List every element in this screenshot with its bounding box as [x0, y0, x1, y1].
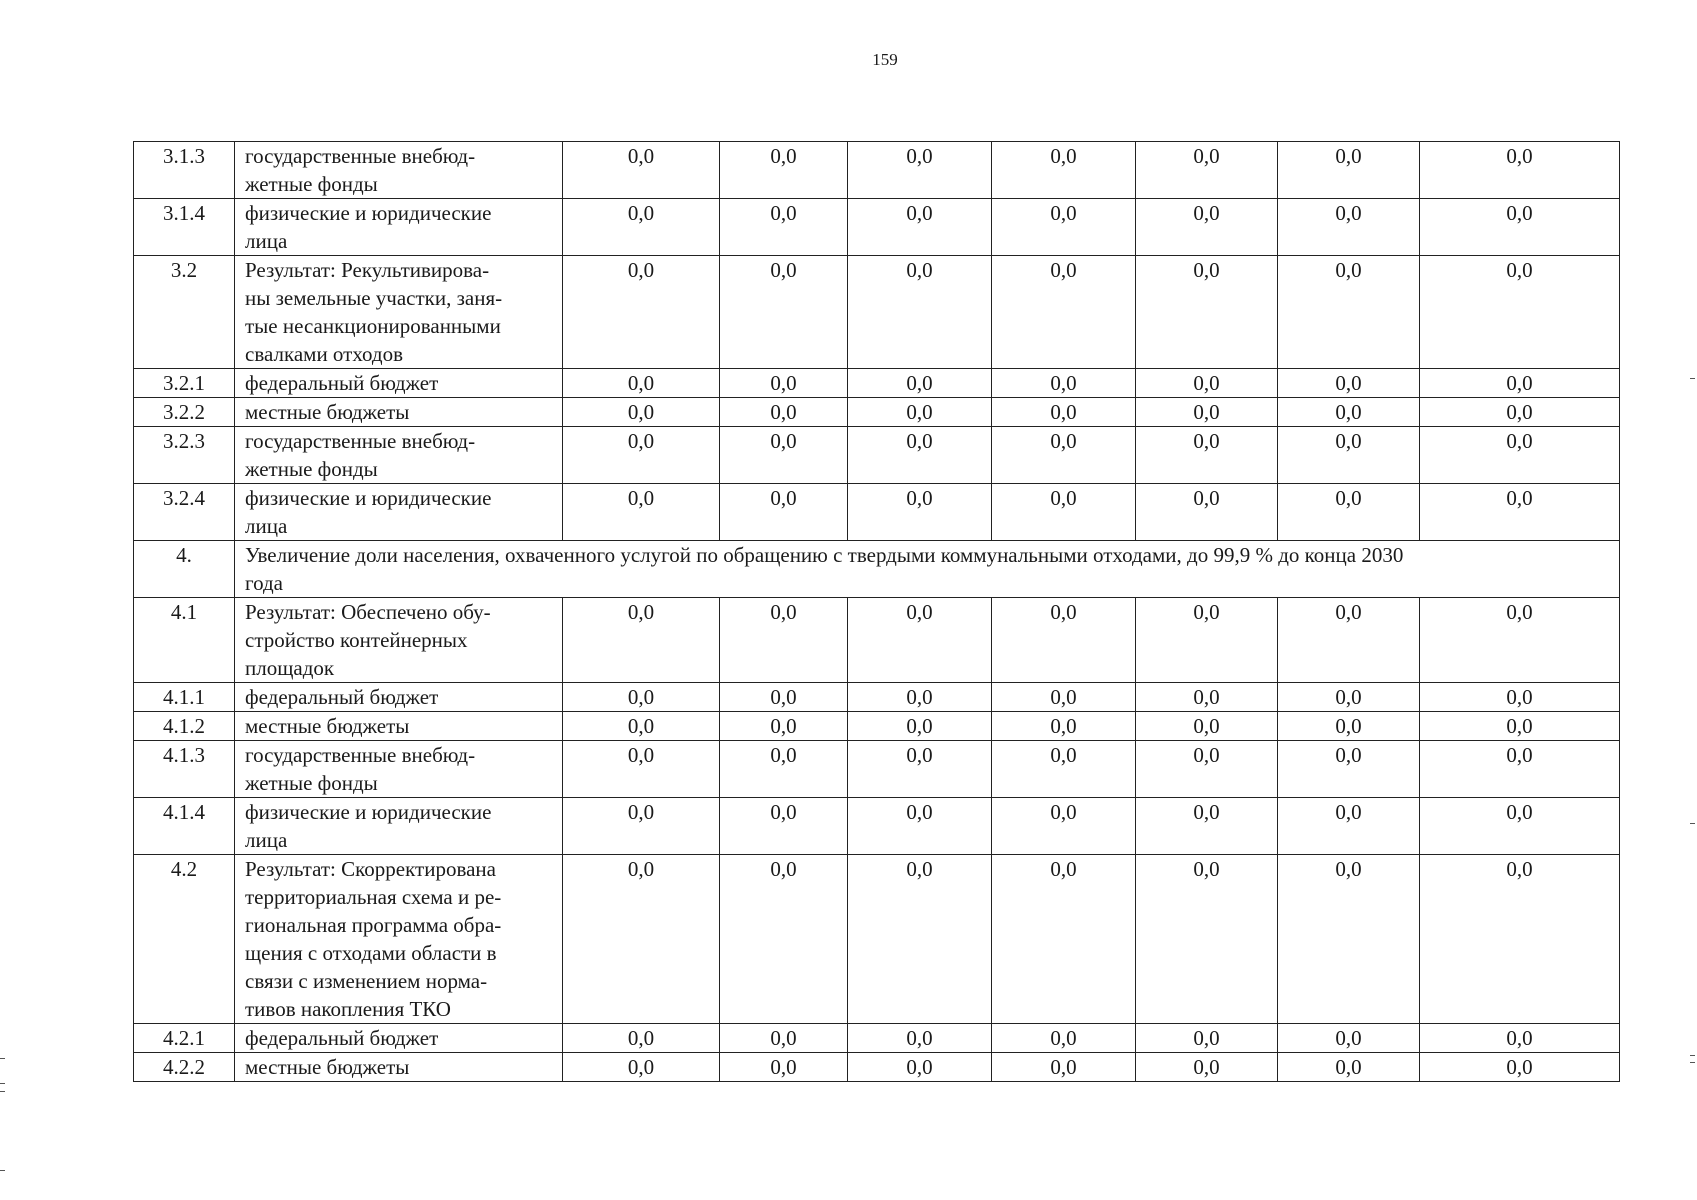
row-name: государственные внебюд- жетные фонды	[235, 741, 563, 798]
value-cell: 0,0	[1136, 427, 1278, 484]
value-cell: 0,0	[720, 398, 848, 427]
value-cell: 0,0	[848, 369, 992, 398]
row-name: местные бюджеты	[235, 1053, 563, 1082]
row-name: федеральный бюджет	[235, 683, 563, 712]
value-cell: 0,0	[1420, 427, 1620, 484]
row-number: 3.1.3	[134, 142, 235, 199]
value-cell: 0,0	[1420, 199, 1620, 256]
table-row	[134, 712, 1620, 741]
row-number: 4.1.3	[134, 741, 235, 798]
row-name: Результат: Скорректирована территориальная схема и ре- гиональная программа обра- щения с отходами области в связи с изменением норма- тивов накопления ТКО	[235, 855, 563, 1024]
value-cell: 0,0	[1278, 256, 1420, 369]
value-cell: 0,0	[1136, 1053, 1278, 1082]
value-cell: 0,0	[720, 712, 848, 741]
row-name: федеральный бюджет	[235, 369, 563, 398]
value-cell: 0,0	[1420, 484, 1620, 541]
scan-mark	[0, 1083, 5, 1084]
table-row	[134, 142, 1620, 199]
value-cell: 0,0	[992, 398, 1136, 427]
value-cell: 0,0	[563, 199, 720, 256]
scan-mark	[0, 1170, 5, 1171]
value-cell: 0,0	[1420, 855, 1620, 1024]
value-cell: 0,0	[992, 142, 1136, 199]
value-cell: 0,0	[1278, 741, 1420, 798]
row-number: 4.	[134, 541, 235, 598]
row-name: местные бюджеты	[235, 712, 563, 741]
value-cell: 0,0	[1278, 484, 1420, 541]
value-cell: 0,0	[1136, 798, 1278, 855]
budget-table	[133, 141, 1620, 1082]
value-cell: 0,0	[1136, 199, 1278, 256]
row-name: физические и юридические лица	[235, 199, 563, 256]
value-cell: 0,0	[563, 398, 720, 427]
table-row	[134, 1024, 1620, 1053]
value-cell: 0,0	[563, 741, 720, 798]
value-cell: 0,0	[563, 683, 720, 712]
value-cell: 0,0	[848, 683, 992, 712]
value-cell: 0,0	[992, 598, 1136, 683]
value-cell: 0,0	[1278, 398, 1420, 427]
value-cell: 0,0	[992, 798, 1136, 855]
value-cell: 0,0	[848, 855, 992, 1024]
row-number: 4.1	[134, 598, 235, 683]
value-cell: 0,0	[1278, 1053, 1420, 1082]
table-row	[134, 798, 1620, 855]
value-cell: 0,0	[1278, 598, 1420, 683]
value-cell: 0,0	[563, 256, 720, 369]
section-title: Увеличение доли населения, охваченного услугой по обращению с твердыми коммунальными отходами, до 99,9 % до конца 2030 года	[235, 541, 1620, 598]
value-cell: 0,0	[848, 798, 992, 855]
value-cell: 0,0	[1136, 398, 1278, 427]
value-cell: 0,0	[563, 369, 720, 398]
table-row	[134, 427, 1620, 484]
value-cell: 0,0	[1136, 142, 1278, 199]
value-cell: 0,0	[992, 256, 1136, 369]
row-name: физические и юридические лица	[235, 798, 563, 855]
row-number: 3.2.3	[134, 427, 235, 484]
value-cell: 0,0	[1278, 798, 1420, 855]
table-row	[134, 741, 1620, 798]
scan-mark	[1690, 823, 1695, 824]
row-number: 3.2.2	[134, 398, 235, 427]
row-number: 4.2	[134, 855, 235, 1024]
value-cell: 0,0	[848, 199, 992, 256]
value-cell: 0,0	[1278, 712, 1420, 741]
table-row	[134, 1053, 1620, 1082]
value-cell: 0,0	[1278, 199, 1420, 256]
table-row	[134, 199, 1620, 256]
value-cell: 0,0	[992, 855, 1136, 1024]
value-cell: 0,0	[1420, 741, 1620, 798]
row-name: физические и юридические лица	[235, 484, 563, 541]
value-cell: 0,0	[720, 741, 848, 798]
value-cell: 0,0	[720, 683, 848, 712]
table-row	[134, 398, 1620, 427]
value-cell: 0,0	[563, 484, 720, 541]
value-cell: 0,0	[1420, 1053, 1620, 1082]
scan-mark	[1690, 1055, 1695, 1056]
row-number: 4.1.4	[134, 798, 235, 855]
row-number: 3.2.1	[134, 369, 235, 398]
value-cell: 0,0	[1278, 855, 1420, 1024]
row-number: 4.1.2	[134, 712, 235, 741]
value-cell: 0,0	[720, 256, 848, 369]
value-cell: 0,0	[1420, 598, 1620, 683]
value-cell: 0,0	[992, 1024, 1136, 1053]
value-cell: 0,0	[720, 855, 848, 1024]
value-cell: 0,0	[1278, 369, 1420, 398]
scan-mark	[1690, 1062, 1695, 1063]
value-cell: 0,0	[1420, 1024, 1620, 1053]
value-cell: 0,0	[1136, 484, 1278, 541]
row-number: 4.2.1	[134, 1024, 235, 1053]
value-cell: 0,0	[563, 427, 720, 484]
value-cell: 0,0	[1136, 598, 1278, 683]
value-cell: 0,0	[992, 1053, 1136, 1082]
value-cell: 0,0	[1420, 798, 1620, 855]
value-cell: 0,0	[848, 741, 992, 798]
row-number: 4.1.1	[134, 683, 235, 712]
table-row	[134, 369, 1620, 398]
scan-mark	[0, 1091, 5, 1092]
value-cell: 0,0	[1420, 683, 1620, 712]
value-cell: 0,0	[992, 712, 1136, 741]
value-cell: 0,0	[848, 398, 992, 427]
value-cell: 0,0	[720, 798, 848, 855]
value-cell: 0,0	[1420, 712, 1620, 741]
value-cell: 0,0	[563, 1053, 720, 1082]
value-cell: 0,0	[848, 598, 992, 683]
table-row	[134, 855, 1620, 1024]
value-cell: 0,0	[1136, 256, 1278, 369]
value-cell: 0,0	[720, 598, 848, 683]
value-cell: 0,0	[848, 427, 992, 484]
value-cell: 0,0	[848, 142, 992, 199]
scan-mark	[1690, 378, 1695, 379]
value-cell: 0,0	[563, 712, 720, 741]
value-cell: 0,0	[848, 256, 992, 369]
row-name: государственные внебюд- жетные фонды	[235, 142, 563, 199]
value-cell: 0,0	[1420, 369, 1620, 398]
table-row	[134, 256, 1620, 369]
value-cell: 0,0	[720, 199, 848, 256]
value-cell: 0,0	[992, 484, 1136, 541]
row-number: 3.2.4	[134, 484, 235, 541]
value-cell: 0,0	[1136, 855, 1278, 1024]
value-cell: 0,0	[1278, 427, 1420, 484]
row-name: Результат: Рекультивирова- ны земельные участки, заня- тые несанкционированными свалками отходов	[235, 256, 563, 369]
value-cell: 0,0	[563, 1024, 720, 1053]
value-cell: 0,0	[1278, 1024, 1420, 1053]
value-cell: 0,0	[1136, 712, 1278, 741]
value-cell: 0,0	[992, 427, 1136, 484]
value-cell: 0,0	[992, 199, 1136, 256]
value-cell: 0,0	[720, 1053, 848, 1082]
row-number: 4.2.2	[134, 1053, 235, 1082]
table-row	[134, 598, 1620, 683]
row-name: государственные внебюд- жетные фонды	[235, 427, 563, 484]
value-cell: 0,0	[1136, 1024, 1278, 1053]
value-cell: 0,0	[563, 798, 720, 855]
table-row	[134, 541, 1620, 598]
row-name: федеральный бюджет	[235, 1024, 563, 1053]
table-body	[134, 142, 1620, 1082]
value-cell: 0,0	[720, 369, 848, 398]
value-cell: 0,0	[848, 712, 992, 741]
value-cell: 0,0	[848, 484, 992, 541]
value-cell: 0,0	[1278, 683, 1420, 712]
row-number: 3.2	[134, 256, 235, 369]
value-cell: 0,0	[1278, 142, 1420, 199]
value-cell: 0,0	[992, 683, 1136, 712]
value-cell: 0,0	[1420, 256, 1620, 369]
value-cell: 0,0	[848, 1053, 992, 1082]
row-name: Результат: Обеспечено обу- стройство контейнерных площадок	[235, 598, 563, 683]
value-cell: 0,0	[720, 142, 848, 199]
table-row	[134, 683, 1620, 712]
row-name: местные бюджеты	[235, 398, 563, 427]
value-cell: 0,0	[1136, 741, 1278, 798]
row-number: 3.1.4	[134, 199, 235, 256]
value-cell: 0,0	[992, 741, 1136, 798]
value-cell: 0,0	[563, 142, 720, 199]
table-row	[134, 484, 1620, 541]
value-cell: 0,0	[1136, 683, 1278, 712]
value-cell: 0,0	[563, 598, 720, 683]
value-cell: 0,0	[720, 484, 848, 541]
value-cell: 0,0	[1420, 142, 1620, 199]
value-cell: 0,0	[1136, 369, 1278, 398]
value-cell: 0,0	[848, 1024, 992, 1053]
page-number: 159	[872, 50, 898, 69]
value-cell: 0,0	[720, 427, 848, 484]
value-cell: 0,0	[992, 369, 1136, 398]
value-cell: 0,0	[720, 1024, 848, 1053]
value-cell: 0,0	[563, 855, 720, 1024]
value-cell: 0,0	[1420, 398, 1620, 427]
scan-mark	[0, 1058, 5, 1059]
